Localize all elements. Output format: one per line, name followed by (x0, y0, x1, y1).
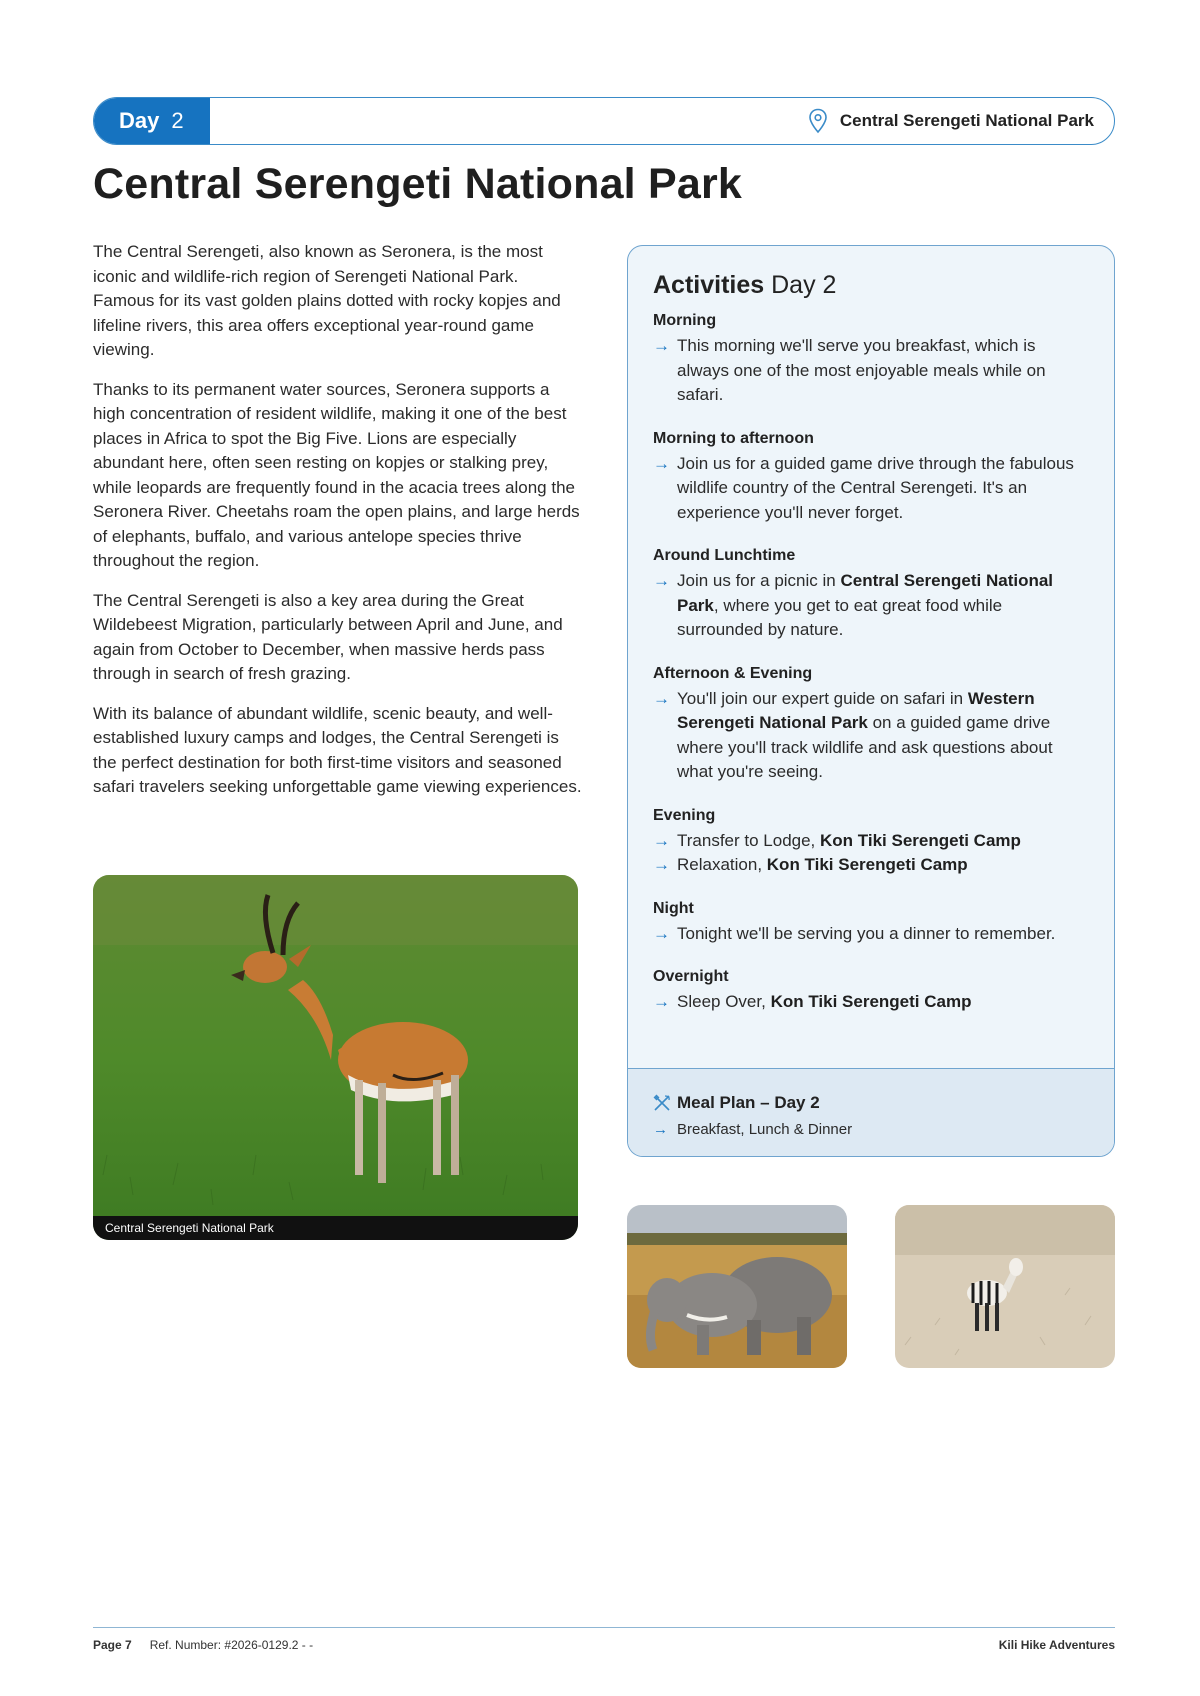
activity-item-text (677, 452, 1090, 526)
arrow-right-icon: → (653, 453, 670, 473)
activity-text: This morning we'll serve you breakfast, which is always one of the most enjoyable meals while on safari. (677, 336, 1046, 404)
map-pin-icon (808, 108, 828, 134)
activity-item-text (677, 569, 1090, 643)
activity-highlight: Kon Tiki Serengeti Camp (770, 992, 972, 1011)
activity-section (653, 900, 1090, 947)
photo-caption: Central Serengeti National Park (93, 1216, 578, 1240)
arrow-right-icon: → (653, 336, 670, 355)
meal-plan-item (653, 1118, 1090, 1143)
activity-section (653, 312, 1090, 408)
gazelle-illustration (93, 875, 578, 1240)
arrow-right-icon: → (653, 923, 670, 943)
activity-highlight: Kon Tiki Serengeti Camp (766, 855, 968, 874)
arrow-right-icon: → (653, 830, 670, 850)
activity-item (653, 922, 1090, 947)
day-badge (94, 98, 210, 144)
intro-paragraph: Thanks to its permanent water sources, Seronera supports a high concentration of resident wildlife, making it one of the best places in Africa to spot the Big Five. Lions are especially abundant here, often seen resting on kopjes or stalking prey, while leopards are frequently found in the acacia trees along the Seronera River. Cheetahs roam the open plains, and large herds of elephants, buffalo, and various antelope species thrive throughout the region. (93, 379, 580, 570)
activity-section (653, 968, 1090, 1015)
activity-section-heading: Morning (653, 312, 717, 329)
elephants-illustration (627, 1205, 847, 1368)
activity-item-text (677, 334, 1090, 408)
activity-text: Tonight we'll be serving you a dinner to remember. (677, 923, 1056, 943)
intro-text (93, 240, 583, 815)
page-footer (93, 1627, 1115, 1652)
day-label: Day (119, 108, 160, 133)
activity-text: Relaxation, (677, 855, 767, 874)
activity-item (653, 452, 1090, 526)
activity-item (653, 829, 1090, 854)
arrow-right-icon: → (653, 855, 670, 874)
elephants-photo (627, 1205, 847, 1368)
activity-section-heading: Around Lunchtime (653, 547, 796, 564)
intro-paragraph: The Central Serengeti, also known as Seronera, is the most iconic and wildlife-rich region of Serengeti National Park. Famous for its vast golden plains dotted with rocky kopjes and lifeline rivers, this area offers exceptional year-round game viewing. (93, 242, 561, 359)
meal-plan-meals: Breakfast, Lunch & Dinner (677, 1121, 853, 1138)
activity-item-text (677, 990, 971, 1015)
zebra-illustration (895, 1205, 1115, 1368)
company-name: Kili Hike Adventures (998, 1638, 1115, 1652)
header-location (808, 108, 1094, 134)
gazelle-photo (93, 875, 578, 1240)
activity-section-heading: Morning to afternoon (653, 429, 814, 447)
activity-section-heading: Night (653, 899, 694, 917)
activity-section (653, 430, 1090, 526)
page-title: Central Serengeti National Park (93, 160, 743, 208)
intro-paragraph: The Central Serengeti is also a key area during the Great Wildebeest Migration, particularly between April and June, and again from October to December, when massive herds pass through in search of fresh grazing. (93, 590, 563, 683)
header-location-text: Central Serengeti National Park (839, 111, 1094, 130)
activities-box (627, 245, 1115, 1157)
page-number: Page 7 (93, 1638, 132, 1652)
activity-text: , where you get to eat great food while surrounded by nature. (677, 595, 1003, 639)
arrow-right-icon: → (653, 992, 670, 1011)
zebra-photo (895, 1205, 1115, 1368)
activity-item-text (677, 922, 1055, 947)
activities-title-day: Day 2 (771, 271, 837, 299)
arrow-right-icon: → (653, 571, 670, 590)
activity-text: You'll join our expert guide on safari in (677, 688, 968, 708)
activities-title (653, 271, 1090, 300)
activity-text: on a guided game drive where you'll track wildlife and ask questions about what you're seeing. (677, 713, 1053, 781)
activity-item-text (677, 687, 1090, 785)
activity-section-heading: Afternoon & Evening (653, 664, 813, 682)
activity-text: Sleep Over, (677, 992, 771, 1011)
utensils-icon (653, 1094, 671, 1112)
intro-paragraph: With its balance of abundant wildlife, scenic beauty, and well-established luxury camps and lodges, the Central Serengeti is the perfect destination for both first-time visitors and seasoned safari travelers seeking unforgettable game viewing experiences. (93, 703, 582, 796)
meal-plan-heading (653, 1093, 1090, 1113)
activity-section (653, 547, 1090, 643)
day-header-bar (93, 97, 1115, 145)
activity-section-heading: Evening (653, 806, 716, 824)
activity-item (653, 569, 1090, 643)
meal-plan-title: Meal Plan – Day 2 (677, 1093, 820, 1112)
activity-item (653, 334, 1090, 408)
activity-text: Join us for a guided game drive through the fabulous wildlife country of the Central Serengeti. It's an experience you'll never forget. (677, 453, 1074, 522)
activity-section (653, 807, 1090, 878)
activity-highlight: Central Serengeti National Park (677, 571, 1054, 615)
arrow-right-icon: → (653, 1121, 668, 1138)
day-number: 2 (171, 108, 184, 133)
activity-section-heading: Overnight (653, 968, 729, 985)
activity-highlight: Western Serengeti National Park (677, 688, 1035, 732)
activity-text: Join us for a picnic in (677, 571, 841, 590)
activity-text: Transfer to Lodge, (677, 830, 821, 850)
reference-number: Ref. Number: #2026-0129.2 - - (149, 1638, 314, 1652)
activity-section (653, 665, 1090, 785)
activity-item (653, 990, 1090, 1015)
activity-item (653, 853, 1090, 878)
activity-highlight: Kon Tiki Serengeti Camp (820, 830, 1021, 850)
activities-title-bold: Activities (653, 271, 765, 299)
activity-item-text (677, 853, 968, 878)
activity-item (653, 687, 1090, 785)
meal-plan (628, 1068, 1114, 1156)
arrow-right-icon: → (653, 688, 670, 708)
activities-sections (653, 312, 1090, 1015)
activity-item-text (677, 829, 1021, 854)
